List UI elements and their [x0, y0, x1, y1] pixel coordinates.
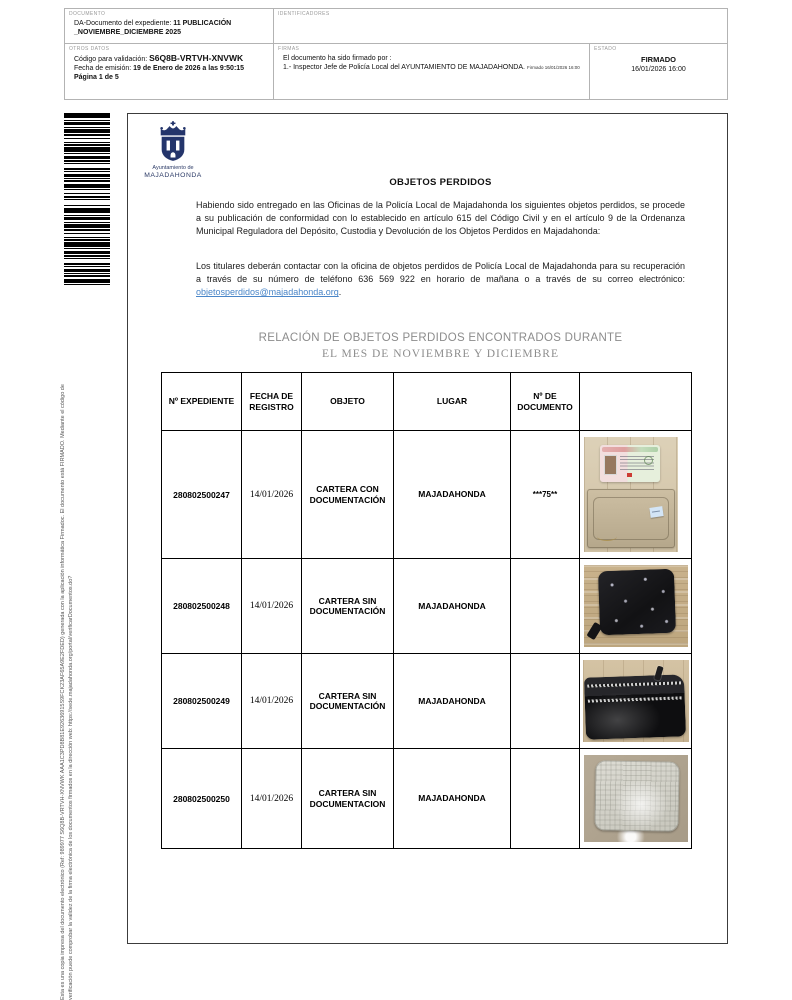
table-row	[162, 749, 692, 849]
fecha-emision: Fecha de emisión: 19 de Enero de 2026 a las 9:50:15	[74, 65, 245, 72]
cell-objeto: CARTERA SIN DOCUMENTACIÓN	[302, 559, 394, 654]
header-photo-spacer	[580, 373, 692, 431]
header-documento: Nº DE DOCUMENTO	[511, 373, 580, 431]
cell-fecha: 14/01/2026	[242, 654, 302, 749]
verification-margin-text	[57, 288, 89, 1000]
table-heading-line2: EL MES DE NOVIEMBRE Y DICIEMBRE	[321, 348, 560, 360]
otros-datos-label: OTROS DATOS	[69, 46, 110, 52]
document-metadata-header	[64, 8, 728, 100]
cell-documento	[511, 559, 580, 654]
black-glitter-wallet	[598, 569, 676, 636]
pagina-indicator: Página 1 de 5	[74, 74, 119, 81]
paragraph-intro: Habiendo sido entregado en las Oficinas de la Policía Local de Majadahonda los siguientes objetos perdidos, se procede a su publicación de conformidad con lo establecido en artículo 615 del Código Civil y en el artículo 9 de la Ordenanza Municipal Reguladora del Depósito, Custodia y Devolución de los Objetos Perdidos en Majadahonda:	[196, 200, 685, 237]
city-hall-logo	[141, 121, 205, 180]
cell-fecha: 14/01/2026	[242, 431, 302, 559]
header-fecha: FECHA DE REGISTRO	[242, 373, 302, 431]
codigo-validacion: Código para validación: S6Q8B-VRTVH-XNVWK	[74, 53, 244, 63]
cell-lugar: MAJADAHONDA	[394, 654, 511, 749]
header-objeto: OBJETO	[302, 373, 394, 431]
id-card	[600, 445, 660, 482]
metadata-row-1	[64, 8, 728, 44]
cell-objeto: CARTERA CON DOCUMENTACIÓN	[302, 431, 394, 559]
table-row	[162, 654, 692, 749]
cell-lugar: MAJADAHONDA	[394, 749, 511, 849]
cell-fecha: 14/01/2026	[242, 559, 302, 654]
signed-timestamp: Firmado 16/01/2026 16:00	[526, 65, 580, 70]
cell-photo	[580, 654, 692, 749]
light-gray-wallet	[594, 760, 679, 831]
verification-line-2: verificación puede comprobar la validez de la firma electrónica de los documentos firmados en la dirección web: https://sede.majadahonda.org/portal/verificarDocumentos.do?	[68, 575, 74, 1000]
photo-wallet-with-id-card	[584, 437, 678, 552]
black-zip-pouch	[584, 674, 686, 739]
cell-lugar: MAJADAHONDA	[394, 431, 511, 559]
document-body-frame	[127, 113, 728, 944]
table-heading	[196, 330, 685, 362]
firmas-line1: El documento ha sido firmado por :	[283, 55, 392, 62]
table-row	[162, 431, 692, 559]
firmas-line2: 1.- Inspector Jefe de Policía Local del AYUNTAMIENTO DE MAJADAHONDA. Firmado 16/01/2026 16:00	[283, 64, 580, 71]
cell-expediente: 280802500248	[162, 559, 242, 654]
document-title: OBJETOS PERDIDOS	[389, 177, 492, 188]
header-expediente: Nº EXPEDIENTE	[162, 373, 242, 431]
logo-text-line2: MAJADAHONDA	[144, 172, 202, 179]
cell-photo	[580, 749, 692, 849]
metadata-box-documento	[65, 9, 273, 43]
table-heading-line1: RELACIÓN DE OBJETOS PERDIDOS ENCONTRADOS DURANTE	[258, 332, 623, 344]
logo-text-line1: Ayuntamiento de	[152, 165, 194, 171]
firmas-label: FIRMAS	[278, 46, 300, 52]
majadahonda-crest-icon	[156, 121, 190, 163]
photo-black-zip-pouch	[583, 660, 689, 742]
metadata-box-firmas	[273, 44, 589, 99]
blue-sticky-note	[649, 506, 663, 518]
metadata-box-identificadores	[273, 9, 727, 43]
cell-expediente: 280802500247	[162, 431, 242, 559]
identificadores-label: IDENTIFICADORES	[278, 11, 330, 17]
cell-lugar: MAJADAHONDA	[394, 559, 511, 654]
cell-photo	[580, 431, 692, 559]
documento-value: DA-Documento del expediente: 11 PUBLICACIÓN _NOVIEMBRE_DICIEMBRE 2025	[74, 20, 232, 36]
metadata-row-2	[64, 44, 728, 100]
header-lugar: LUGAR	[394, 373, 511, 431]
photo-black-glitter-wallet	[584, 565, 688, 647]
lost-objects-table	[161, 372, 692, 849]
cell-fecha: 14/01/2026	[242, 749, 302, 849]
estado-label: ESTADO	[594, 46, 617, 52]
estado-datetime: 16/01/2026 16:00	[631, 66, 686, 73]
tan-wallet	[587, 489, 675, 548]
table-header-row	[162, 373, 692, 431]
estado-value: FIRMADO 16/01/2026 16:00	[594, 55, 723, 74]
cell-objeto: CARTERA SIN DOCUMENTACION	[302, 749, 394, 849]
barcode	[64, 113, 110, 287]
cell-documento: ***75**	[511, 431, 580, 559]
cell-expediente: 280802500249	[162, 654, 242, 749]
table-row	[162, 559, 692, 654]
email-link[interactable]: objetosperdidos@majadahonda.org	[196, 287, 339, 298]
cell-expediente: 280802500250	[162, 749, 242, 849]
cell-objeto: CARTERA SIN DOCUMENTACIÓN	[302, 654, 394, 749]
verification-line-1: Esta es una copia impresa del documento electrónico (Ref: 989977 S6Q8B-VRTVH-XNVWK AAA1C3PD8B81E92636915S9FCK23AF65A9E2FDED) generada con la aplicación informática Firmadoc. El documento está FIRMADO. Mediante el código de	[60, 384, 66, 1000]
photo-light-gray-wallet	[584, 755, 688, 842]
cell-documento	[511, 749, 580, 849]
paragraph-contact: Los titulares deberán contactar con la oficina de objetos perdidos de Policía Local de Majadahonda para su recuperación a través de su número de teléfono 636 569 922 en horario de mañana o a través de su correo electrónico: objetosperdidos@majadahonda.org.	[196, 261, 685, 298]
documento-label: DOCUMENTO	[69, 11, 106, 17]
cell-documento	[511, 654, 580, 749]
metadata-box-otros-datos	[65, 44, 273, 99]
metadata-box-estado	[589, 44, 727, 99]
cell-photo	[580, 559, 692, 654]
